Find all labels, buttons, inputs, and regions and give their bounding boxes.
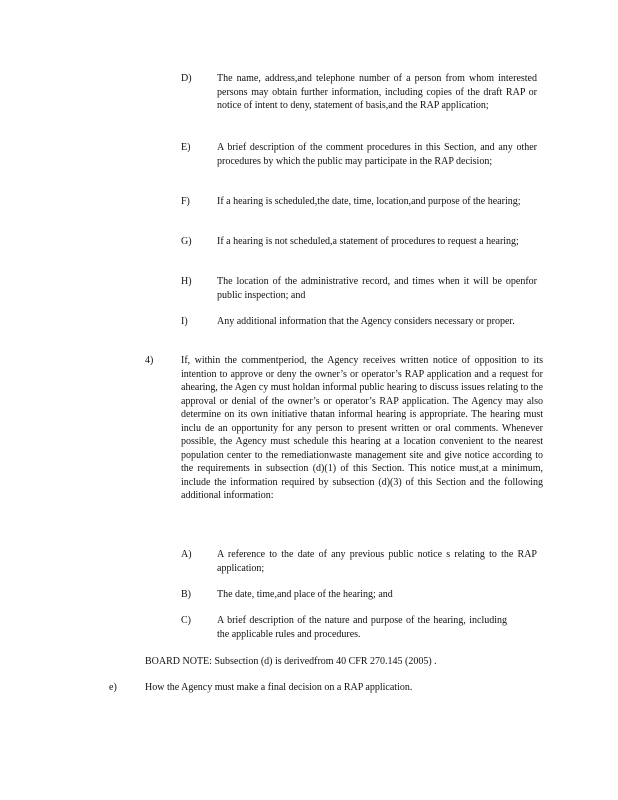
item-text: If, within the commentperiod, the Agency receives written notice of opposition to its intention to approve or deny the owner’s or operator’s RAP application and a request for ahearing, the Agen cy must holdan informal public hearing to discuss issues relating to the approval or denial of the owner’s or operator’s RAP application. The Agency may also determine on its own initiative thatan informal hearing is appropriate. The hearing must inclu de an opportunity for any person to present written or oral comments. Whenever possible, the Agency must schedule this hearing at a location convenient to the nearest population center to the remediationwaste management site and give notice according to the requirements in subsection (d)(1) of this Section. This notice must,at a minimum, include the information required by subsection (d)(3) of this Section and the following additional information: xyxy=(181,355,543,501)
item-label: C) xyxy=(181,615,191,626)
item-text: If a hearing is not scheduled,a statement of procedures to request a hearing; xyxy=(217,236,519,247)
item-text: A reference to the date of any previous public notice s relating to the RAP application; xyxy=(217,549,537,574)
item-text: If a hearing is scheduled,the date, time, location,and purpose of the hearing; xyxy=(217,196,521,207)
item-label: G) xyxy=(181,236,192,247)
item-text: A brief description of the nature and purpose of the hearing, including the applicable rules and procedures. xyxy=(217,615,507,640)
item-label: B) xyxy=(181,589,191,600)
item-label: E) xyxy=(181,142,191,153)
item-text: The date, time,and place of the hearing; and xyxy=(217,589,393,600)
item-label: I) xyxy=(181,316,188,327)
item-text: Any additional information that the Agency considers necessary or proper. xyxy=(217,316,515,327)
board-note xyxy=(145,655,437,669)
board-note-text: BOARD NOTE: Subsection (d) is derivedfrom 40 CFR 270.145 (2005) . xyxy=(145,656,437,667)
item-text: The name, address,and telephone number of a person from whom interested persons may obtain further information, including copies of the draft RAP or notice of intent to deny, statement of basis,and the RAP application; xyxy=(217,73,537,111)
item-label: A) xyxy=(181,549,192,560)
item-label: D) xyxy=(181,73,192,84)
item-label: F) xyxy=(181,196,190,207)
item-text: How the Agency must make a final decision on a RAP application. xyxy=(145,682,413,693)
item-label: e) xyxy=(109,682,117,693)
item-text: The location of the administrative record, and times when it will be openfor public inspection; and xyxy=(217,276,537,301)
item-label: 4) xyxy=(145,355,154,366)
item-label: H) xyxy=(181,276,192,287)
item-text: A brief description of the comment procedures in this Section, and any other procedures by which the public may participate in the RAP decision; xyxy=(217,142,537,167)
